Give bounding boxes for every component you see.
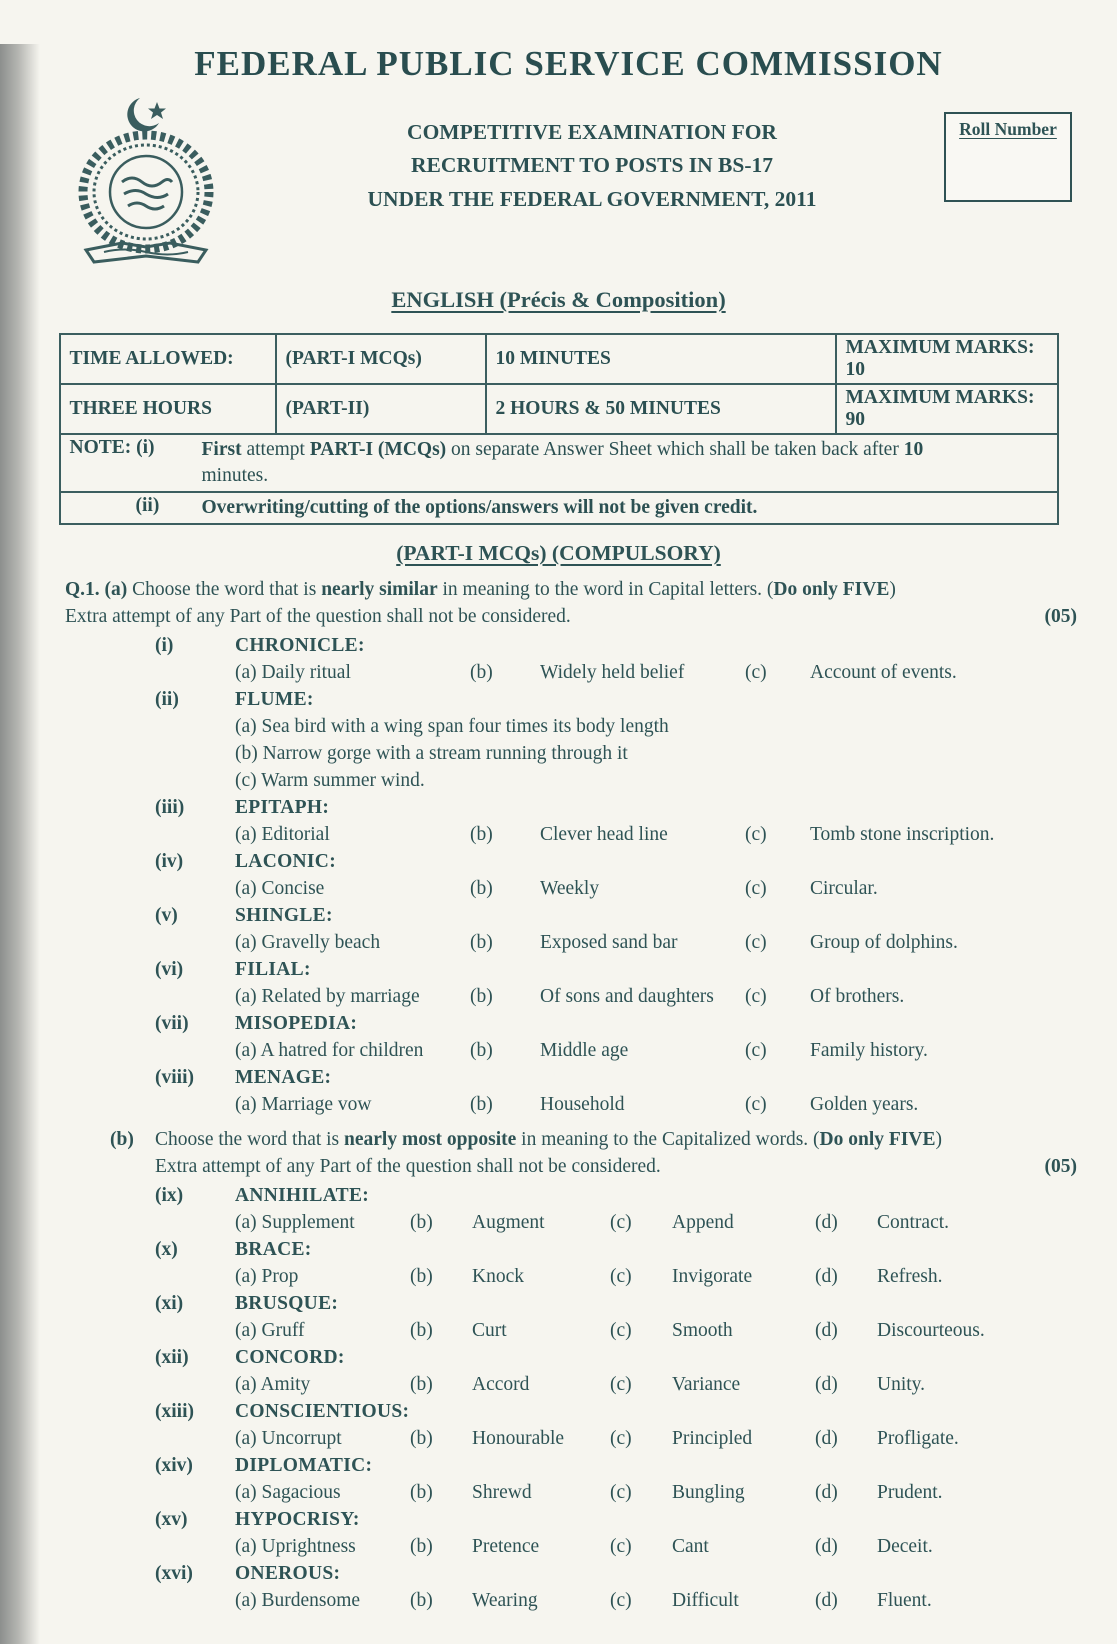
q1b-intro [65,1126,1077,1180]
option: Smooth [672,1320,733,1341]
option: (d) [815,1266,838,1287]
item-word: ONEROUS: [235,1563,341,1584]
item-numeral: (ii) [155,689,179,710]
mcq-item-head [65,632,1077,659]
item-numeral: (xi) [155,1293,184,1314]
item-numeral: (iii) [155,797,185,818]
option: (b) [410,1320,433,1341]
mcq-item [65,956,1077,1010]
item-numeral: (vii) [155,1013,189,1034]
option: Wearing [472,1590,538,1611]
options-row [235,821,1077,848]
q1b-items-list [65,1182,1077,1614]
item-numeral: (xvi) [155,1563,193,1584]
mcq-item-head [65,1506,1077,1533]
item-numeral: (i) [155,635,174,656]
part1-heading [0,541,1117,566]
mcq-item-head [65,1182,1077,1209]
option: Contract. [877,1212,950,1233]
option: (c) [610,1590,632,1611]
option: (a) Daily ritual [235,662,351,683]
option: (c) [610,1212,632,1233]
options-row [235,1209,1077,1236]
text-run: on separate Answer Sheet which shall be taken back after [446,439,904,460]
q1a-items-list [65,632,1077,1118]
header-row [60,90,1072,273]
item-word: CONCORD: [235,1347,345,1368]
mcq-item-head [65,794,1077,821]
note-i-line1 [202,439,924,460]
option: (d) [815,1374,838,1395]
item-numeral: (iv) [155,851,184,872]
item-numeral: (xiv) [155,1455,193,1476]
option: Group of dolphins. [810,932,958,953]
mcq-item [65,632,1077,686]
q1a-label: Q.1. (a) [65,579,128,600]
item-numeral: (xiii) [155,1401,194,1422]
note-i-label: NOTE: (i) [69,437,155,458]
option: (c) [610,1374,632,1395]
option: Honourable [472,1428,565,1449]
mcq-item-head [65,1344,1077,1371]
mcq-item [65,1452,1077,1506]
option: Middle age [540,1040,629,1061]
mcq-item-head [65,686,1077,713]
options-row [235,1533,1077,1560]
option: Variance [672,1374,741,1395]
exam-paper-page [0,44,1117,1614]
text-run: Choose the word that is [132,579,322,600]
option: Weekly [540,878,600,899]
option: Tomb stone inscription. [810,824,995,845]
option: (b) [410,1212,433,1233]
part2-marks: MAXIMUM MARKS: 90 [836,384,1058,434]
q1b-intro-line2 [155,1153,1077,1180]
time-allowed-label: TIME ALLOWED: [60,334,276,384]
option: (d) [815,1212,838,1233]
q1a-intro [65,576,1077,630]
mcq-item [65,1182,1077,1236]
fpsc-seal-icon [60,90,240,273]
option: Unity. [877,1374,926,1395]
options-row [235,929,1077,956]
mcq-item [65,1560,1077,1614]
option: Append [672,1212,734,1233]
item-word: LACONIC: [235,851,336,872]
part2-label: (PART-II) [276,384,486,434]
text-run: nearly similar [321,579,438,600]
option: (d) [815,1536,838,1557]
exam-info-table [59,333,1059,525]
item-word: CONSCIENTIOUS: [235,1401,410,1422]
item-numeral: (v) [155,905,178,926]
item-numeral: (xii) [155,1347,189,1368]
mcq-item-head [65,956,1077,983]
options-row [235,1037,1077,1064]
options-row [235,983,1077,1010]
option: (c) Warm summer wind. [235,770,425,791]
option: (c) [610,1482,632,1503]
option: Refresh. [877,1266,943,1287]
mcq-item-head [65,902,1077,929]
part1-label: (PART-I MCQs) [276,334,486,384]
time-row-2 [60,384,1058,434]
option: (c) [745,986,767,1007]
item-word: MISOPEDIA: [235,1013,358,1034]
item-word: CHRONICLE: [235,635,365,656]
option: (c) [745,824,767,845]
option: (a) Burdensome [235,1590,361,1611]
option: (a) Concise [235,878,325,899]
commission-title: FEDERAL PUBLIC SERVICE COMMISSION [194,44,943,83]
time-row-1 [60,334,1058,384]
option: (a) Sea bird with a wing span four times its body length [235,716,669,737]
option: (a) Amity [235,1374,311,1395]
option: (d) [815,1320,838,1341]
item-numeral: (x) [155,1239,178,1260]
note-ii-cell [60,492,1058,524]
option: (a) Sagacious [235,1482,341,1503]
option: (b) [410,1482,433,1503]
mcq-item [65,1398,1077,1452]
option: Curt [472,1320,507,1341]
item-numeral: (viii) [155,1067,194,1088]
options-row [235,1587,1077,1614]
option: (c) [610,1428,632,1449]
option: (b) [470,1040,493,1061]
option: Account of events. [810,662,957,683]
option: (a) Uprightness [235,1536,356,1557]
option: (b) [410,1374,433,1395]
item-numeral: (xv) [155,1509,188,1530]
option: Circular. [810,878,878,899]
note-ii-text: Overwriting/cutting of the options/answers will not be given credit. [201,497,758,518]
option: (b) [470,932,493,953]
mcq-item [65,1506,1077,1560]
item-numeral: (vi) [155,959,184,980]
item-word: EPITAPH: [235,797,330,818]
option: (d) [815,1428,838,1449]
option: (b) [410,1428,433,1449]
option: Of brothers. [810,986,905,1007]
option: Of sons and daughters [540,986,714,1007]
option: (c) [610,1536,632,1557]
option: (b) [410,1266,433,1287]
item-word: FLUME: [235,689,314,710]
option: Clever head line [540,824,668,845]
option: Augment [472,1212,545,1233]
mcq-item-head [65,1064,1077,1091]
exam-line-1: COMPETITIVE EXAMINATION FOR [407,120,777,144]
option: (a) Gruff [235,1320,305,1341]
note-row-1 [60,434,1058,492]
option: Widely held belief [540,662,685,683]
exam-title-block [240,116,944,216]
mcq-item [65,1064,1077,1118]
option: Household [540,1094,625,1115]
item-word: BRACE: [235,1239,312,1260]
option: (b) [470,1094,493,1115]
option: Bungling [672,1482,745,1503]
options-row [235,1425,1077,1452]
three-hours-label: THREE HOURS [60,384,276,434]
text-run: attempt [241,439,310,460]
text-run: 10 [903,439,924,460]
item-word: HYPOCRISY: [235,1509,360,1530]
mcq-item-head [65,1290,1077,1317]
item-word: ANNIHILATE: [235,1185,370,1206]
option: Principled [672,1428,753,1449]
note-i-line2: minutes. [201,465,269,486]
mcq-item-head [65,1010,1077,1037]
item-word: DIPLOMATIC: [235,1455,373,1476]
roll-number-label: Roll Number [959,119,1057,139]
option: Deceit. [877,1536,933,1557]
text-run: Choose the word that is [155,1129,345,1150]
option: (b) [470,986,493,1007]
mcq-item [65,1236,1077,1290]
note-row-2 [60,492,1058,524]
q1b-intro-line2-text: Extra attempt of any Part of the question shall not be considered. [155,1156,661,1177]
mcq-item [65,686,1077,794]
option: Fluent. [877,1590,932,1611]
mcq-item-head [65,1398,1077,1425]
item-word: SHINGLE: [235,905,333,926]
option: (c) [745,878,767,899]
option: (b) [470,662,493,683]
note-i-cell [60,434,1058,492]
mcq-item-head [65,1236,1077,1263]
option: Accord [472,1374,530,1395]
option: (c) [745,1040,767,1061]
option: (d) [815,1590,838,1611]
mcq-item [65,1344,1077,1398]
exam-line-3: UNDER THE FEDERAL GOVERNMENT, 2011 [367,186,817,211]
note-ii-label: (ii) [135,495,160,516]
note-i-text [202,437,1048,489]
text-run: in meaning to the Capitalized words. ( [516,1129,820,1150]
option: Family history. [810,1040,928,1061]
item-numeral: (ix) [155,1185,184,1206]
options-row [235,659,1077,686]
option: (a) Editorial [235,824,330,845]
options-row [235,1263,1077,1290]
mcq-item [65,794,1077,848]
part2-duration: 2 HOURS & 50 MINUTES [486,384,836,434]
option: (b) Narrow gorge with a stream running through it [235,743,628,764]
q1a-intro-line2 [65,603,1077,630]
option: Prudent. [877,1482,943,1503]
q1b-marks: (05) [1044,1156,1077,1177]
q1a-intro-text [132,579,896,600]
part1-marks: MAXIMUM MARKS: 10 [836,334,1058,384]
exam-line-2: RECRUITMENT TO POSTS IN BS-17 [410,153,773,178]
option: (b) [410,1536,433,1557]
options-row [235,875,1077,902]
option: (a) Gravelly beach [235,932,381,953]
q1b-intro-text [155,1126,1077,1153]
option: (a) Related by marriage [235,986,420,1007]
option: Knock [472,1266,524,1287]
text-run: ) [935,1129,942,1150]
option: Cant [672,1536,709,1557]
text-run: nearly most opposite [344,1129,517,1150]
options-row [235,1479,1077,1506]
q1a-marks: (05) [1044,606,1077,627]
option: (b) [470,878,493,899]
option: (b) [410,1590,433,1611]
option: Discourteous. [877,1320,985,1341]
option: (a) Prop [235,1266,299,1287]
part1-duration: 10 MINUTES [486,334,836,384]
option: (b) [470,824,493,845]
q1a-intro-line1 [65,576,1077,603]
option: (a) A hatred for children [235,1040,424,1061]
mcq-item [65,1290,1077,1344]
option: Difficult [672,1590,739,1611]
option: (c) [745,662,767,683]
option: (c) [610,1266,632,1287]
option: Profligate. [877,1428,959,1449]
mcq-item [65,902,1077,956]
mcq-item [65,1010,1077,1064]
item-word: FILIAL: [235,959,311,980]
item-word: MENAGE: [235,1067,332,1088]
option: (a) Supplement [235,1212,355,1233]
text-run: in meaning to the word in Capital letters. ( [437,579,774,600]
part1-heading-text: (PART-I MCQs) (COMPULSORY) [396,541,721,565]
options-row [235,1317,1077,1344]
option: (c) [745,932,767,953]
subject-heading [0,287,1117,313]
option: (c) [745,1094,767,1115]
mcq-item-head [65,1452,1077,1479]
subject-heading-text: ENGLISH (Précis & Composition) [391,287,726,312]
text-run: First [201,439,242,460]
option: Pretence [472,1536,540,1557]
text-run: Do only FIVE [819,1129,936,1150]
q1a-intro-line2-text: Extra attempt of any Part of the question shall not be considered. [65,606,571,627]
option: (a) Uncorrupt [235,1428,342,1449]
option: (c) [610,1320,632,1341]
options-row [235,1371,1077,1398]
q1b-label: (b) [110,1129,134,1150]
option: Invigorate [672,1266,753,1287]
text-run: Do only FIVE [773,579,890,600]
roll-number-box [944,112,1072,202]
text-run: PART-I (MCQs) [309,439,447,460]
item-word: BRUSQUE: [235,1293,339,1314]
option: Golden years. [810,1094,919,1115]
mcq-item-head [65,1560,1077,1587]
options-row [235,1091,1077,1118]
mcq-item-head [65,848,1077,875]
option: Exposed sand bar [540,932,678,953]
text-run: ) [889,579,896,600]
option: (d) [815,1482,838,1503]
option: (a) Marriage vow [235,1094,372,1115]
option: Shrewd [472,1482,532,1503]
mcq-item [65,848,1077,902]
